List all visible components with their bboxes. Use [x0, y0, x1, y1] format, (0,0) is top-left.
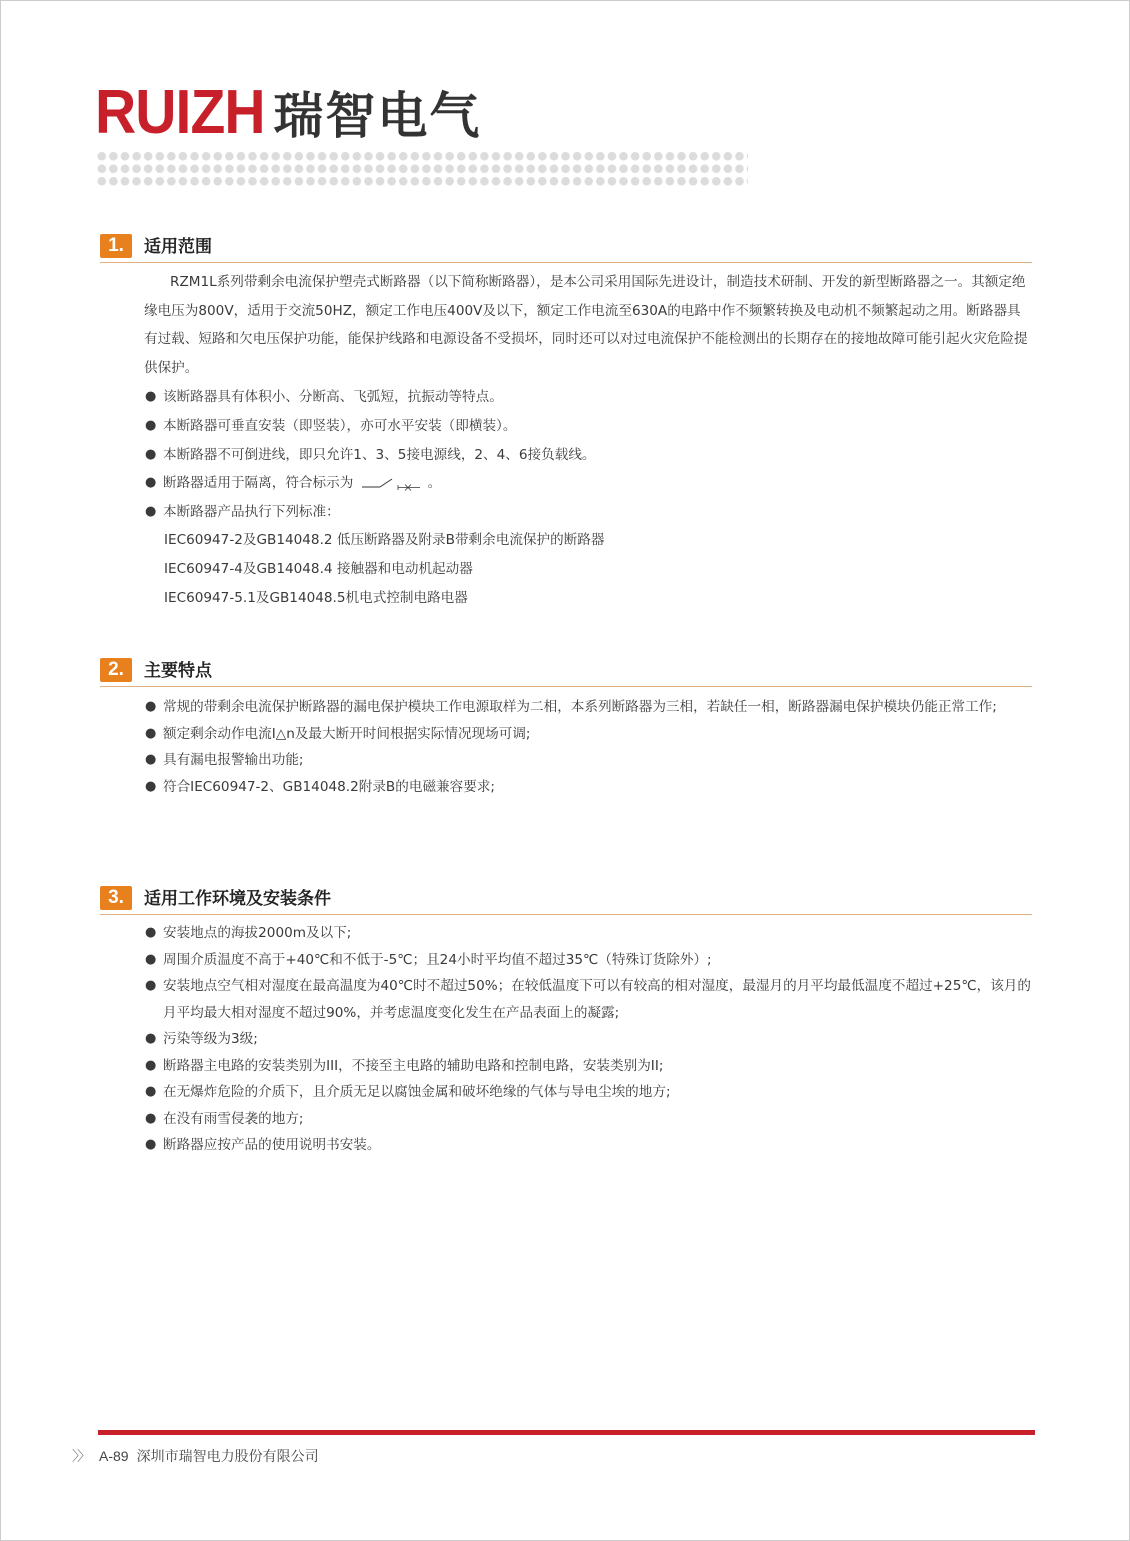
standard-item: IEC60947-5.1及GB14048.5机电式控制电路电器 — [164, 589, 468, 606]
list-item — [145, 920, 1032, 947]
list-item-text: 周围介质温度不高于+40℃和不低于-5℃；且24小时平均值不超过35℃（特殊订货除外）; — [163, 951, 712, 968]
list-item-suffix: 。 — [427, 475, 442, 492]
page-footer — [72, 1446, 319, 1466]
list-item — [145, 498, 1032, 527]
list-item — [145, 469, 1032, 498]
bullet-icon: ● — [145, 778, 157, 794]
section-scope — [100, 234, 1032, 612]
section-environment — [100, 886, 1032, 1159]
bullet-icon: ● — [145, 475, 157, 491]
standard-item: IEC60947-4及GB14048.4 接触器和电动机起动器 — [164, 560, 473, 577]
company-name: 深圳市瑞智电力股份有限公司 — [136, 1449, 319, 1465]
list-item — [145, 774, 1030, 801]
footer-rule — [98, 1430, 1035, 1435]
list-item-text: 安装地点的海拔2000m及以下; — [163, 925, 352, 941]
list-item-text: 本断路器可垂直安装（即竖装），亦可水平安装（即横装）。 — [163, 417, 517, 434]
list-item — [145, 1106, 1032, 1133]
isolator-symbol-icon — [358, 475, 428, 491]
list-item-text: 断路器适用于隔离，符合标示为 — [163, 475, 354, 492]
list-item-text: 常规的带剩余电流保护断路器的漏电保护模块工作电源取样为二相，本系列断路器为三相，若缺任一相，断路器漏电保护模块仍能正常工作; — [163, 699, 997, 715]
list-item-text: 污染等级为3级; — [163, 1031, 258, 1047]
bullet-icon: ● — [145, 1084, 157, 1099]
list-item-text: 额定剩余动作电流I△n及最大断开时间根据实际情况现场可调; — [163, 725, 531, 742]
bullet-icon: ● — [145, 1137, 157, 1152]
list-item — [145, 947, 1032, 974]
list-item — [145, 973, 1032, 1026]
list-item-text: 符合IEC60947-2、GB14048.2附录B的电磁兼容要求; — [163, 778, 495, 795]
section-header — [100, 886, 1032, 915]
list-item-text: 安装地点空气相对湿度在最高温度为40℃时不超过50%；在较低温度下可以有较高的相对湿度，最湿月的月平均最低温度不超过+25℃，该月的月平均最大相对湿度不超过90%，并考虑温度变化发生在产品表面上的凝露; — [163, 978, 1031, 1021]
list-item-text: 本断路器产品执行下列标准： — [163, 503, 340, 520]
list-item — [145, 1026, 1032, 1053]
logo-chinese-text: 瑞智电气 — [273, 87, 482, 145]
bullet-icon: ● — [145, 417, 157, 433]
list-item — [145, 747, 1030, 774]
list-item-text: 在没有雨雪侵袭的地方; — [163, 1110, 304, 1127]
bullet-list — [100, 920, 1032, 1159]
list-item — [145, 1132, 1032, 1159]
list-item — [145, 1053, 1032, 1080]
bullet-icon: ● — [145, 951, 157, 967]
bullet-icon: ● — [145, 925, 157, 940]
standards-list — [100, 526, 1032, 612]
list-item-text: 本断路器不可倒进线，即只允许1、3、5接电源线，2、4、6接负载线。 — [163, 446, 596, 463]
list-item — [145, 383, 1032, 412]
standard-item: IEC60947-2及GB14048.2 低压断路器及附录B带剩余电流保护的断路器 — [164, 532, 605, 549]
list-item-text: 断路器主电路的安装类别为III，不接至主电路的辅助电路和控制电路，安装类别为II; — [163, 1057, 664, 1074]
list-item-text: 具有漏电报警输出功能; — [163, 752, 304, 768]
bullet-icon: ● — [145, 725, 157, 741]
bullet-icon: ● — [145, 503, 157, 519]
section-features — [100, 658, 1032, 800]
list-item-text: 在无爆炸危险的介质下，且介质无足以腐蚀金属和破坏绝缘的气体与导电尘埃的地方; — [163, 1084, 671, 1100]
section-title: 主要特点 — [144, 661, 212, 681]
bullet-icon: ● — [145, 1031, 157, 1046]
list-item-text: 该断路器具有体积小、分断高、飞弧短，抗振动等特点。 — [163, 389, 503, 406]
logo-latin-text: RUIZH — [95, 78, 265, 147]
page-number: A-89 — [99, 1448, 129, 1464]
bullet-icon: ● — [145, 1110, 157, 1126]
section-title: 适用工作环境及安装条件 — [144, 889, 331, 909]
list-item — [145, 721, 1030, 748]
section-title: 适用范围 — [144, 237, 212, 257]
bullet-icon: ● — [145, 752, 157, 767]
bullet-icon: ● — [145, 978, 157, 993]
section-number-badge: 2. — [100, 658, 132, 682]
decorative-dot-band — [96, 150, 748, 188]
bullet-icon: ● — [145, 699, 157, 714]
company-logo — [95, 78, 482, 147]
list-item — [145, 694, 1030, 721]
section-paragraph: RZM1L系列带剩余电流保护塑壳式断路器（以下简称断路器），是本公司采用国际先进设计，制造技术研制、开发的新型断路器之一。其额定绝缘电压为800V，适用于交流50HZ，额定工作电压400V及以下，额定工作电流至630A的电路中作不频繁转换及电动机不频繁起动之用。断路器具有过载、短路和欠电压保护功能，能保护线路和电源设备不受损坏，同时还可以对过电流保护不能检测出的长期存在的接地故障可能引起火灾危险提供保护。 — [144, 274, 1028, 376]
bullet-list — [100, 383, 1032, 526]
section-header — [100, 234, 1032, 263]
section-number-badge: 1. — [100, 234, 132, 258]
list-item-text: 断路器应按产品的使用说明书安装。 — [163, 1137, 381, 1153]
bullet-list — [100, 694, 1032, 800]
section-header — [100, 658, 1032, 687]
list-item — [145, 441, 1032, 470]
chevron-right-icon: 〉〉 — [72, 1449, 89, 1465]
bullet-icon: ● — [145, 1057, 157, 1073]
list-item — [145, 1079, 1032, 1106]
list-item — [145, 412, 1032, 441]
bullet-icon: ● — [145, 446, 157, 462]
bullet-icon: ● — [145, 389, 157, 405]
section-number-badge: 3. — [100, 886, 132, 910]
